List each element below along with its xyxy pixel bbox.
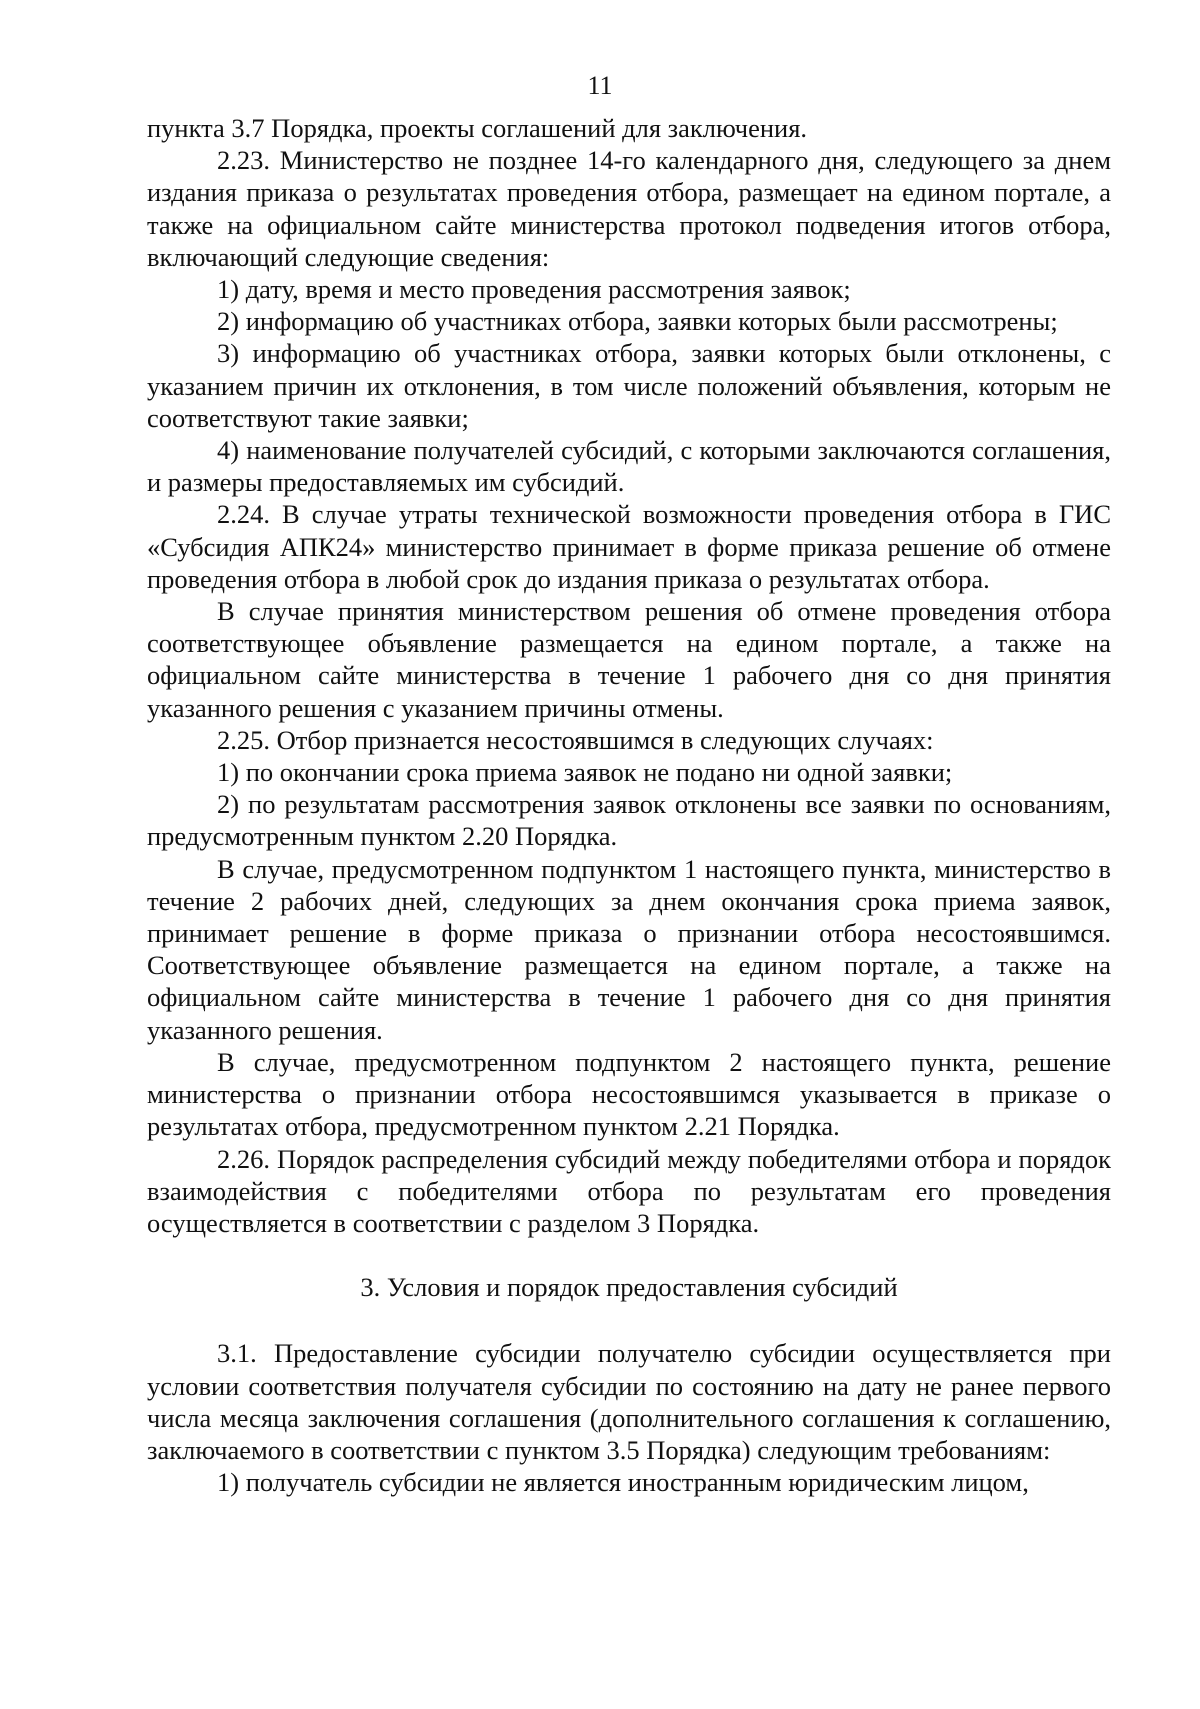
list-item-2-25-1: 1) по окончании срока приема заявок не подано ни одной заявки; [217,757,953,788]
page-number: 11 [587,71,613,100]
paragraph-2-26: 2.26. Порядок распределения субсидий между победителями отбора и порядок взаимодействия с победителями отбора по результатам его проведения осуществляется в соответствии с разделом 3 Порядка. [147,1143,1111,1238]
list-item-2-23-4: 4) наименование получателей субсидий, с которыми заключаются соглашения, и размеры предоставляемых им субсидий. [147,435,1111,498]
paragraph-2-25: 2.25. Отбор признается несостоявшимся в следующих случаях: [217,724,934,755]
paragraph-2-23: 2.23. Министерство не позднее 14-го календарного дня, следующего за днем издания приказа о результатах проведения отбора, размещает на едином портале, а также на официальном сайте министерства протокол подведения итогов отбора, включающий следующие сведения: [147,145,1111,272]
paragraph-2-25-case-2: В случае, предусмотренном подпунктом 2 настоящего пункта, решение министерства о признании отбора несостоявшимся указывается в приказе о результатах отбора, предусмотренном пунктом 2.21 Порядка. [147,1046,1111,1142]
paragraph-2-24: 2.24. В случае утраты технической возможности проведения отбора в ГИС «Субсидия АПК24» министерство принимает в форме приказа решение об отмене проведения отбора в любой срок до издания приказа о результатах отбора. [147,499,1111,594]
list-item-2-23-2: 2) информацию об участниках отбора, заявки которых были рассмотрены; [217,306,1058,337]
paragraph-2-24-cancel: В случае принятия министерством решения об отмене проведения отбора соответствующее объявление размещается на едином портале, а также на официальном сайте министерства в течение 1 рабочего дня со дня принятия указанного решения с указанием причины отмены. [147,596,1111,723]
paragraph-2-25-case-1: В случае, предусмотренном подпунктом 1 настоящего пункта, министерство в течение 2 рабочих дней, следующих за днем окончания срока приема заявок, принимает решение в форме приказа о признании отбора несостоявшимся. Соответствующее объявление размещается на едином портале, а также на официальном сайте министерства в течение 1 рабочего дня со дня принятия указанного решения. [147,853,1111,1045]
list-item-2-25-2: 2) по результатам рассмотрения заявок отклонены все заявки по основаниям, предусмотренным пунктом 2.20 Порядка. [147,789,1111,852]
section-heading: 3. Условия и порядок предоставления субсидий [360,1272,898,1303]
document-body [147,112,1111,1498]
list-item-2-23-1: 1) дату, время и место проведения рассмотрения заявок; [217,274,851,305]
paragraph-continuation: пункта 3.7 Порядка, проекты соглашений для заключения. [147,113,808,143]
paragraph-3-1: 3.1. Предоставление субсидии получателю субсидии осуществляется при условии соответствия получателя субсидии по состоянию на дату не ранее первого числа месяца заключения соглашения (дополнительного соглашения к соглашению, заключаемого в соответствии с пунктом 3.5 Порядка) следующим требованиям: [147,1338,1111,1465]
list-item-3-1-1: 1) получатель субсидии не является иностранным юридическим лицом, [217,1467,1029,1498]
list-item-2-23-3: 3) информацию об участниках отбора, заявки которых были отклонены, с указанием причин их отклонения, в том числе положений объявления, которым не соответствуют такие заявки; [147,338,1111,433]
